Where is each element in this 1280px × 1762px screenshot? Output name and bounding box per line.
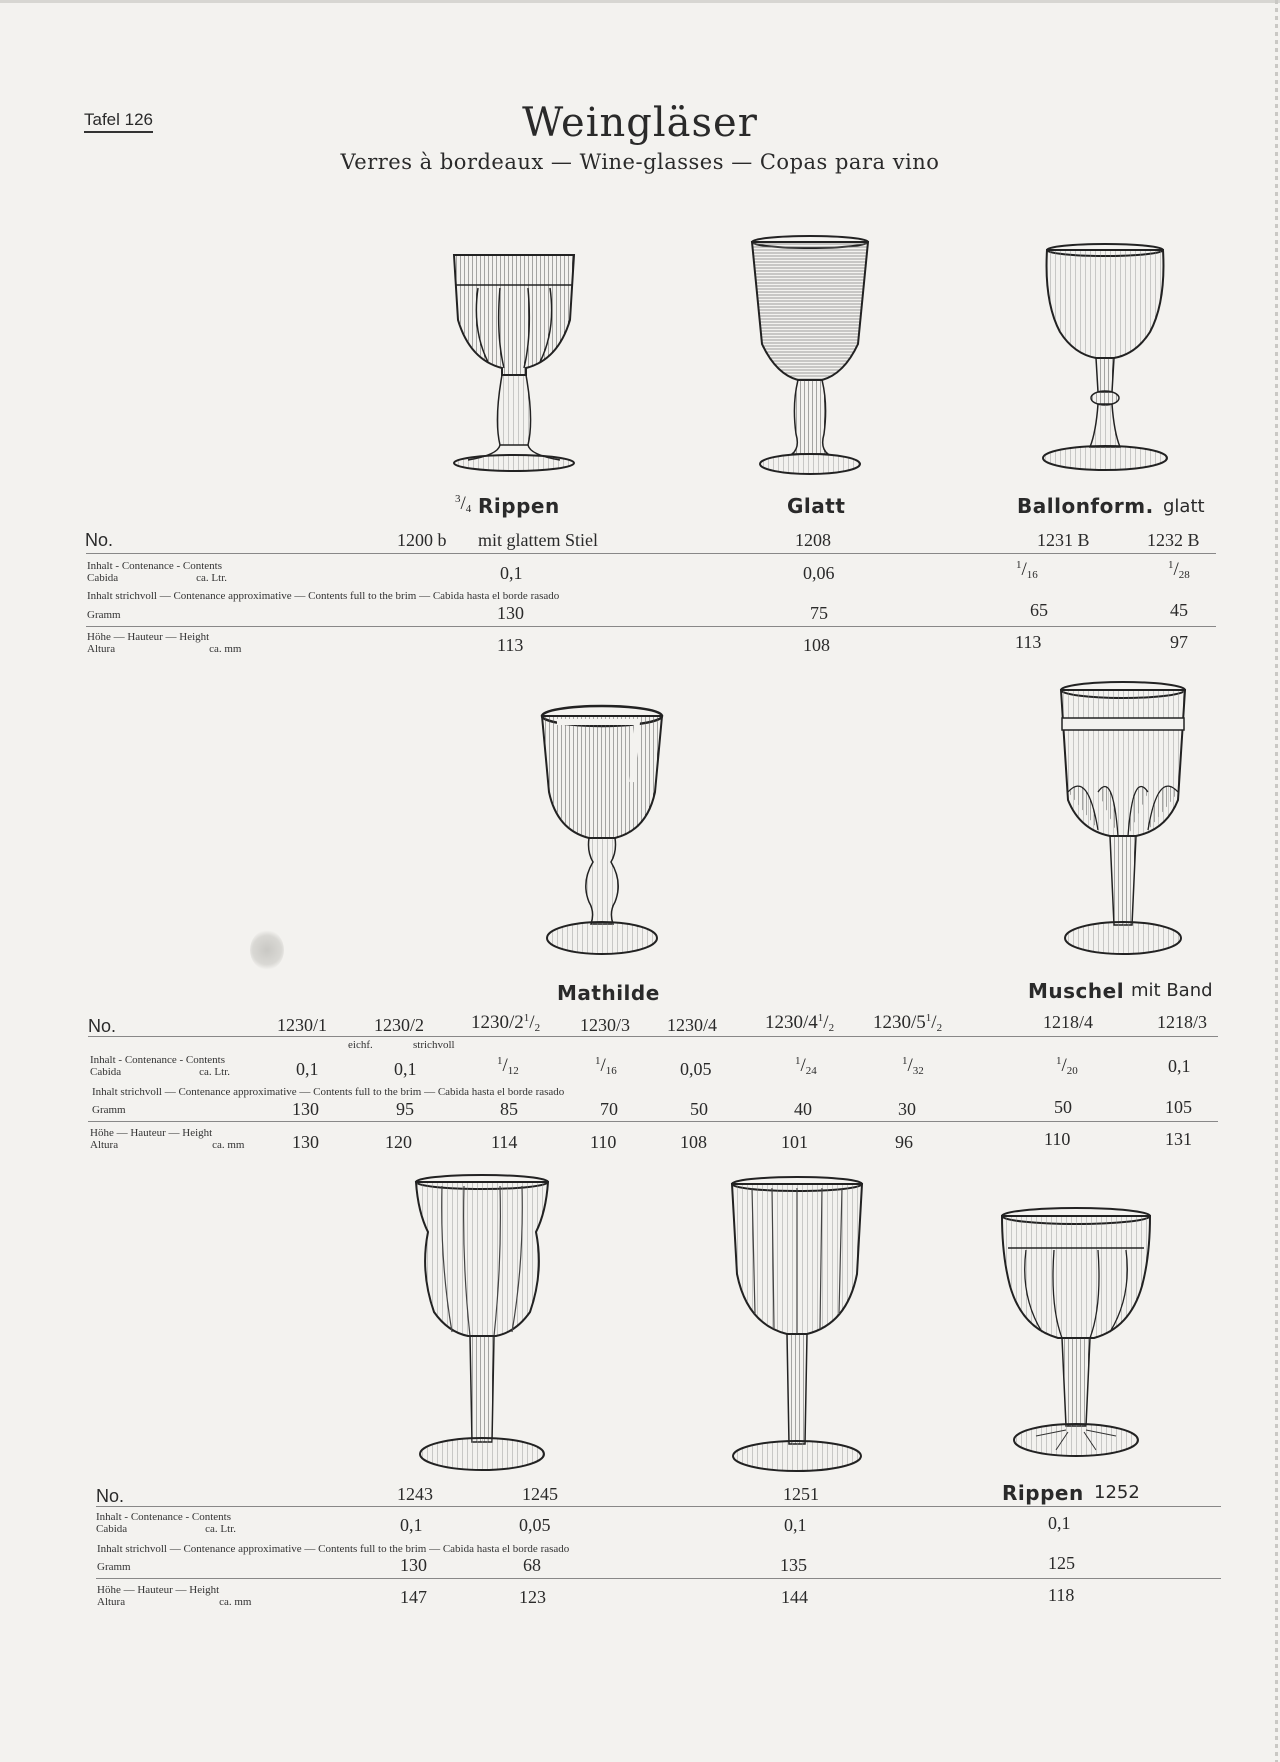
gramm-1251: 135 bbox=[780, 1555, 807, 1575]
height-1230-1: 130 bbox=[292, 1132, 319, 1152]
section3-brim-label: Inhalt strichvoll — Contenance approximative — Contents full to the brim — Cabida hasta el borde rasado bbox=[97, 1543, 570, 1555]
content-1230-2: 0,1 bbox=[394, 1059, 417, 1079]
height-1218-4: 110 bbox=[1044, 1129, 1071, 1149]
content-1218-3: 0,1 bbox=[1168, 1056, 1191, 1076]
glass-mathilde-illustration bbox=[537, 702, 667, 960]
gramm-1245: 68 bbox=[523, 1555, 541, 1575]
gramm-1230-1: 130 bbox=[292, 1099, 319, 1119]
item-1208-number: 1208 bbox=[795, 530, 831, 550]
section3-no-label: No. bbox=[96, 1486, 125, 1506]
section2-muschel-suffix: mit Band bbox=[1131, 980, 1213, 1001]
height-1243: 147 bbox=[400, 1587, 427, 1607]
height-1251: 144 bbox=[781, 1587, 808, 1607]
section1-gramm-label: Gramm bbox=[87, 609, 121, 621]
section2-rule-1 bbox=[88, 1036, 1218, 1037]
content-1230-1: 0,1 bbox=[296, 1059, 319, 1079]
gramm-1230-4-half: 40 bbox=[794, 1099, 812, 1119]
section2-contents-label: Inhalt - Contenance - Contents Cabida ca. Ltr. bbox=[90, 1054, 231, 1078]
height-1230-5-half: 96 bbox=[895, 1132, 913, 1152]
height-1231b: 113 bbox=[1015, 632, 1042, 652]
section2-height-label: Höhe — Hauteur — Height Altura ca. mm bbox=[90, 1127, 245, 1151]
page-top-edge bbox=[0, 0, 1280, 3]
gramm-1218-3: 105 bbox=[1165, 1097, 1192, 1117]
gramm-1200b: 130 bbox=[497, 603, 524, 623]
glass-1245-1251-illustration bbox=[727, 1174, 867, 1474]
section1-ballon-suffix: glatt bbox=[1163, 496, 1205, 517]
section1-contents-label: Inhalt - Contenance - Contents Cabida ca. Ltr. bbox=[87, 560, 228, 584]
gramm-1252: 125 bbox=[1048, 1553, 1075, 1573]
section3-height-label: Höhe — Hauteur — Height Altura ca. mm bbox=[97, 1584, 252, 1608]
section1-height-label: Höhe — Hauteur — Height Altura ca. mm bbox=[87, 631, 242, 655]
item-1200b-note: mit glattem Stiel bbox=[478, 530, 598, 550]
content-1252: 0,1 bbox=[1048, 1513, 1071, 1533]
section3-gramm-label: Gramm bbox=[97, 1561, 131, 1573]
item-1230-4-number: 1230/4 bbox=[667, 1015, 718, 1035]
section1-rule-2 bbox=[86, 626, 1216, 627]
eichf-label: eichf. bbox=[348, 1039, 373, 1051]
height-1230-4: 108 bbox=[680, 1132, 707, 1152]
section1-glatt-name: Glatt bbox=[787, 494, 846, 518]
section2-gramm-label: Gramm bbox=[92, 1104, 126, 1116]
item-1232b-number: 1232 B bbox=[1147, 530, 1200, 550]
height-1230-4-half: 101 bbox=[781, 1132, 808, 1152]
content-1245: 0,05 bbox=[519, 1515, 551, 1535]
page-title: Weingläser bbox=[522, 100, 758, 146]
height-1230-2-half: 114 bbox=[491, 1132, 518, 1152]
item-1218-4-number: 1218/4 bbox=[1043, 1012, 1094, 1032]
height-1252: 118 bbox=[1048, 1585, 1075, 1605]
item-1218-3-number: 1218/3 bbox=[1157, 1012, 1208, 1032]
height-1245: 123 bbox=[519, 1587, 546, 1607]
paper-stain bbox=[250, 930, 284, 970]
item-1251-number: 1251 bbox=[783, 1484, 819, 1504]
content-1230-2-half: $^1/_{12}$ bbox=[497, 1055, 519, 1077]
glass-1243-illustration bbox=[412, 1172, 552, 1474]
item-1243-number: 1243 bbox=[397, 1484, 433, 1504]
section1-ballon-name: Ballonform. bbox=[1017, 494, 1154, 518]
content-1218-4: $^1/_{20}$ bbox=[1056, 1055, 1078, 1077]
gramm-1230-2: 95 bbox=[396, 1099, 414, 1119]
content-1243: 0,1 bbox=[400, 1515, 423, 1535]
gramm-1243: 130 bbox=[400, 1555, 427, 1575]
section3-rule-1 bbox=[96, 1506, 1221, 1507]
rippen-fraction: $^3/_4$ bbox=[455, 493, 472, 515]
gramm-1218-4: 50 bbox=[1054, 1097, 1072, 1117]
section1-no-label: No. bbox=[85, 530, 114, 550]
section2-mathilde-name: Mathilde bbox=[557, 981, 660, 1005]
gramm-1230-2-half: 85 bbox=[500, 1099, 518, 1119]
item-1230-2-half-number: $1230/2^1/_2$ bbox=[471, 1012, 541, 1034]
height-1230-2: 120 bbox=[385, 1132, 412, 1152]
gramm-1230-5-half: 30 bbox=[898, 1099, 916, 1119]
content-1232b: $^1/_{28}$ bbox=[1168, 559, 1190, 581]
gramm-1230-4: 50 bbox=[690, 1099, 708, 1119]
glass-1252-illustration bbox=[996, 1206, 1156, 1460]
content-1208: 0,06 bbox=[803, 563, 835, 583]
gramm-1231b: 65 bbox=[1030, 600, 1048, 620]
section2-muschel-name: Muschel bbox=[1028, 979, 1125, 1003]
page-subtitle: Verres à bordeaux — Wine-glasses — Copas para vino bbox=[340, 150, 940, 174]
content-1230-5-half: $^1/_{32}$ bbox=[902, 1055, 924, 1077]
section2-no-label: No. bbox=[88, 1016, 117, 1036]
page-right-edge bbox=[1275, 0, 1278, 1762]
strichvoll-label: strichvoll bbox=[413, 1039, 455, 1051]
height-1208: 108 bbox=[803, 635, 830, 655]
content-1200b: 0,1 bbox=[500, 563, 523, 583]
content-1230-3: $^1/_{16}$ bbox=[595, 1055, 617, 1077]
item-1230-3-number: 1230/3 bbox=[580, 1015, 631, 1035]
height-1232b: 97 bbox=[1170, 632, 1188, 652]
section1-brim-label: Inhalt strichvoll — Contenance approximative — Contents full to the brim — Cabida hasta el borde rasado bbox=[87, 590, 560, 602]
section2-rule-2 bbox=[88, 1121, 1218, 1122]
content-1251: 0,1 bbox=[784, 1515, 807, 1535]
content-1230-4: 0,05 bbox=[680, 1059, 712, 1079]
item-1245-number: 1245 bbox=[522, 1484, 558, 1504]
item-1230-4-half-number: $1230/4^1/_2$ bbox=[765, 1012, 835, 1034]
item-1200b-number: 1200 b bbox=[397, 530, 447, 550]
height-1200b: 113 bbox=[497, 635, 524, 655]
glass-1200b-illustration bbox=[448, 250, 580, 475]
gramm-1230-3: 70 bbox=[600, 1099, 618, 1119]
glass-1208-illustration bbox=[748, 234, 872, 479]
section1-rule-1 bbox=[86, 553, 1216, 554]
content-1231b: $^1/_{16}$ bbox=[1016, 559, 1038, 581]
height-1218-3: 131 bbox=[1165, 1129, 1192, 1149]
glass-muschel-illustration bbox=[1058, 680, 1188, 960]
section3-rippen-name: Rippen bbox=[1002, 1481, 1084, 1505]
height-1230-3: 110 bbox=[590, 1132, 617, 1152]
item-1252-number: 1252 bbox=[1094, 1482, 1140, 1503]
gramm-1232b: 45 bbox=[1170, 600, 1188, 620]
plate-number: Tafel 126 bbox=[84, 110, 153, 133]
section3-rule-2 bbox=[96, 1578, 1221, 1579]
item-1230-2-number: 1230/2 bbox=[374, 1015, 425, 1035]
section1-rippen-name: Rippen bbox=[478, 494, 560, 518]
section2-brim-label: Inhalt strichvoll — Contenance approximative — Contents full to the brim — Cabida hasta el borde rasado bbox=[92, 1086, 565, 1098]
glass-1231b-illustration bbox=[1040, 242, 1170, 477]
item-1231b-number: 1231 B bbox=[1037, 530, 1090, 550]
item-1230-1-number: 1230/1 bbox=[277, 1015, 328, 1035]
item-1230-5-half-number: $1230/5^1/_2$ bbox=[873, 1012, 943, 1034]
gramm-1208: 75 bbox=[810, 603, 828, 623]
content-1230-4-half: $^1/_{24}$ bbox=[795, 1055, 817, 1077]
section3-contents-label: Inhalt - Contenance - Contents Cabida ca. Ltr. bbox=[96, 1511, 237, 1535]
